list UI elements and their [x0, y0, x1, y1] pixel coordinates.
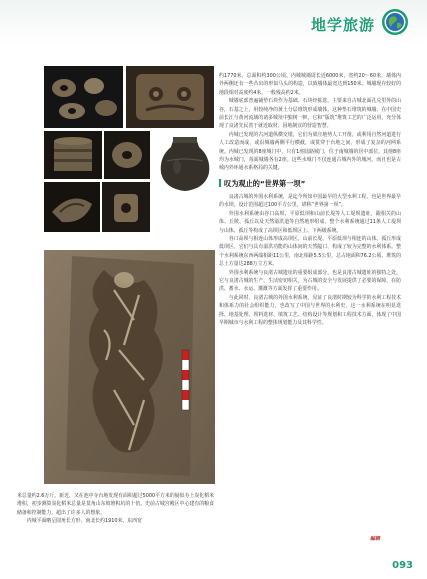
section-title: 地学旅游	[310, 16, 375, 34]
photo-jade-ornament-2	[102, 182, 150, 232]
paragraph: 内城平面略呈圆角长方形，南北长约1910米，东西宽	[26, 518, 142, 525]
photo-jade-ornaments	[44, 66, 123, 128]
paragraph: 城墙底部普遍铺垫石块作为基础。石块经拣选，主要来自古城北面孔兑里外的山谷，石基之上，用较纯净的黄土分层堆筑形成墙体。这种垫石堆筑的城墙，在中国史前长江与黄河流域的诸多城址中独树一帜，它和“版筑”堆筑工艺的广泛运用，充分体现了良渚先民善于就近取材、因地制宜的营造智慧。	[219, 98, 401, 130]
subheading-world-first-dam	[219, 179, 401, 189]
photo-black-pottery-jar	[153, 131, 217, 196]
editor-stamp: 编辑	[370, 536, 381, 542]
paragraph: 良渚古城的外围水利系统，是迄今所知中国最早的大型水利工程，也是世界最早的水坝，设计范围超过100平方公里，堪称“世界第一坝”。	[219, 193, 401, 209]
photo-carved-jade-face	[126, 66, 214, 128]
paragraph: 米总量约2.6万斤。新近，又在池中寺台地发现有面积超过5000平方米的疑似夯土炭化稻米堆积，初步测算炭化稻米总量是莫角山东坡堆积坑的十倍。史前古城宫殿区中心建有的粮食储备和控制能力，超出了许多人的想象。	[17, 493, 214, 516]
subheading-text: 叹为观止的“世界第一坝”	[224, 178, 306, 188]
photo-jade-disc	[104, 131, 150, 179]
paragraph: 内城已发现的古河道纵横交错，它们为梁庄地势人工开凿，或利用自然河道进行人工改造而成，或沿城墙两侧平行横截，或贯穿于台地之间，形成了复杂的河网系统。内城已发现的8座城门中，只有1座陆路城门，位于南城墙的居中部位。其他8座均为水城门，每面城墙各有2座。这些水城门不仅连通古城内外的城河，而且也是古城内外环通水系格局的关键。	[219, 131, 401, 172]
page-number: 093	[392, 560, 413, 571]
paragraph: 谷口高坝与相连山体形成高坝区，山前长堤、平原低坝与相连的山体、孤丘形成低坝区，它们与具有溢洪功能的山体间的天然隘口，构成了较为完整的水利体系。整个水利系统东西两端相距11公里，南北相距5.5公里，总占地面积76.2公顷，堆筑的总土方量达288万立方米。	[219, 235, 401, 268]
paragraph: 外围水利系统与良渚古城遗址的重要组成部分，也是良渚古城遗址的独特之处。它与良渚古城的生产、生活密切相关，为古城的安全与发展提供了必要的保障，在防洪、蓄水、水运、灌溉等方面发挥了重要作用。	[219, 269, 401, 293]
paragraph: 与此同时，良渚古城的外围水利系统，见证了良渚时期较为科学的水利工程技术和体系力的社会组织能力，也改写了中国与世界的水利史，这一水利系统在明显选择、地基处理、坝料选材、填筑工艺、结构设计等规划和工程技术方面，体现了中国早期城市与水利工程的整体规划能力及其科学性。	[219, 294, 401, 326]
photo-jade-cong	[44, 131, 102, 179]
subheading-marker	[219, 179, 221, 187]
photo-jade-bracelet	[44, 182, 100, 232]
right-text-column	[219, 72, 401, 327]
globe-icon	[381, 8, 409, 36]
photo-excavation-burial	[44, 250, 215, 484]
paragraph: 外围水利系统由谷口高坝、平原低坝和山前长堤等人工堤坝遗址，跟相关的山体、丘陵、孤丘以及天然溢洪道等自然地形组成，整个水利系统通过11条人工堤坝与山体、孤丘等构成了高坝区和低坝区上、下两级系统。	[219, 210, 401, 234]
left-text-column	[17, 492, 214, 526]
paragraph: 约1770米，总面积约300公顷。内城城墙周长近6000米，宽约20～60米，墙体内外两侧还有一些凸出的形似马头的构造，以致墙体最宽达到150米。城墙现存较好的地段相对高度约4米，一般残高约2米。	[219, 73, 401, 96]
scale-bar	[182, 350, 189, 410]
